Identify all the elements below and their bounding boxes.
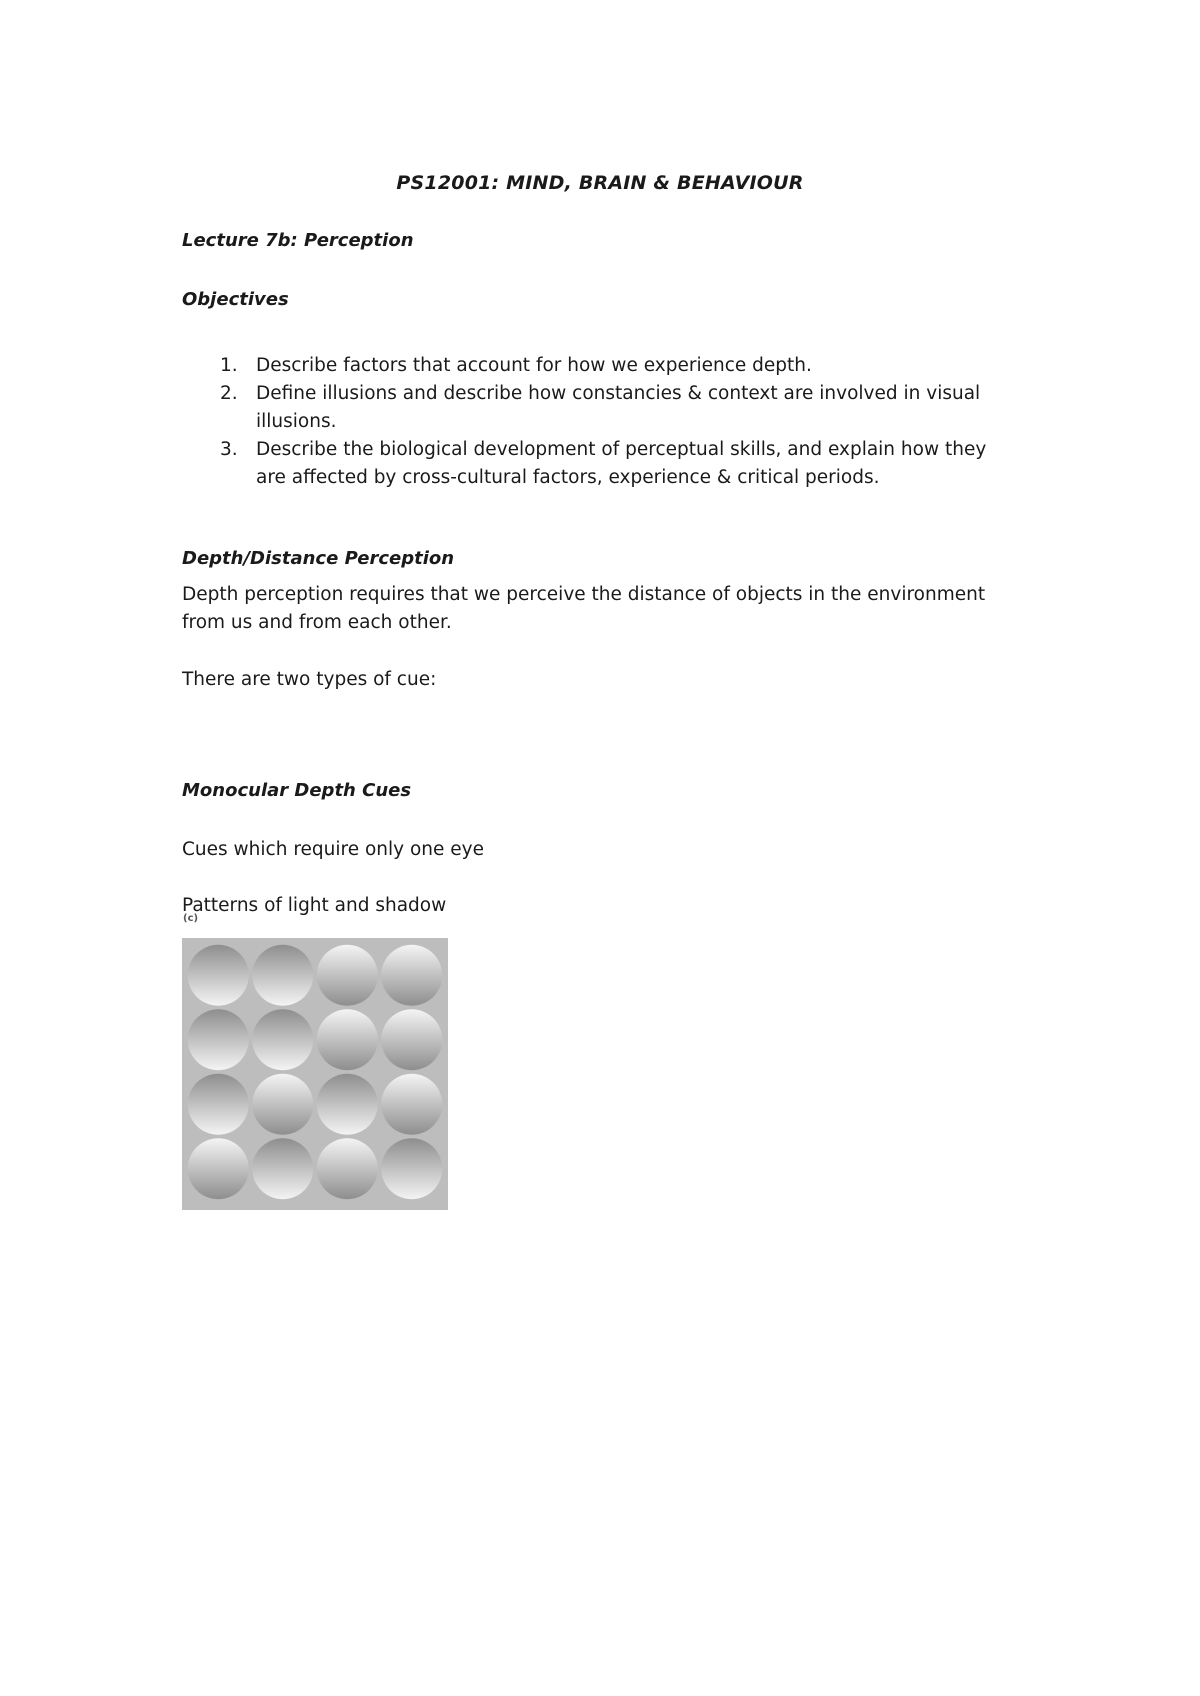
objective-text: Describe the biological development of perceptual skills, and explain how they are affected by cross-cultural factors, experience & critical periods.: [256, 439, 987, 488]
objective-text: Define illusions and describe how constancies & context are involved in visual illusions.: [256, 383, 981, 432]
objective-item: [182, 380, 1022, 436]
shading-figure: [182, 938, 448, 1210]
monocular-cues-text: Cues which require only one eye: [182, 839, 484, 860]
figure-label: (c): [183, 913, 199, 924]
objective-number: 1.: [220, 355, 238, 376]
shaded-disc: [188, 945, 249, 1006]
objectives-heading: Objectives: [182, 289, 289, 310]
shaded-disc: [252, 945, 313, 1006]
objective-item: [182, 352, 1022, 380]
shaded-disc: [317, 945, 378, 1006]
objective-number: 2.: [220, 383, 238, 404]
shaded-disc: [381, 945, 442, 1006]
shaded-disc: [188, 1138, 249, 1199]
shaded-disc: [381, 1074, 442, 1135]
objectives-list: [182, 352, 1022, 492]
page-title: PS12001: MIND, BRAIN & BEHAVIOUR: [396, 172, 804, 194]
depth-perception-heading: Depth/Distance Perception: [182, 548, 455, 569]
shaded-disc: [317, 1138, 378, 1199]
depth-perception-paragraph: Depth perception requires that we perceive the distance of objects in the environment from us and from each other.: [182, 584, 986, 633]
shaded-disc: [381, 1138, 442, 1199]
shaded-disc: [188, 1074, 249, 1135]
light-shadow-caption: Patterns of light and shadow: [182, 895, 447, 916]
shaded-disc: [317, 1074, 378, 1135]
cue-types-text: There are two types of cue:: [182, 669, 437, 690]
shaded-disc: [252, 1074, 313, 1135]
shaded-disc: [252, 1138, 313, 1199]
shaded-disc: [188, 1009, 249, 1070]
shaded-disc: [252, 1009, 313, 1070]
lecture-heading: Lecture 7b: Perception: [182, 230, 414, 251]
objective-number: 3.: [220, 439, 238, 460]
objective-item: [182, 436, 1022, 492]
objective-text: Describe factors that account for how we experience depth.: [256, 355, 812, 376]
shaded-disc: [381, 1009, 442, 1070]
shaded-disc: [317, 1009, 378, 1070]
monocular-cues-heading: Monocular Depth Cues: [182, 780, 412, 801]
